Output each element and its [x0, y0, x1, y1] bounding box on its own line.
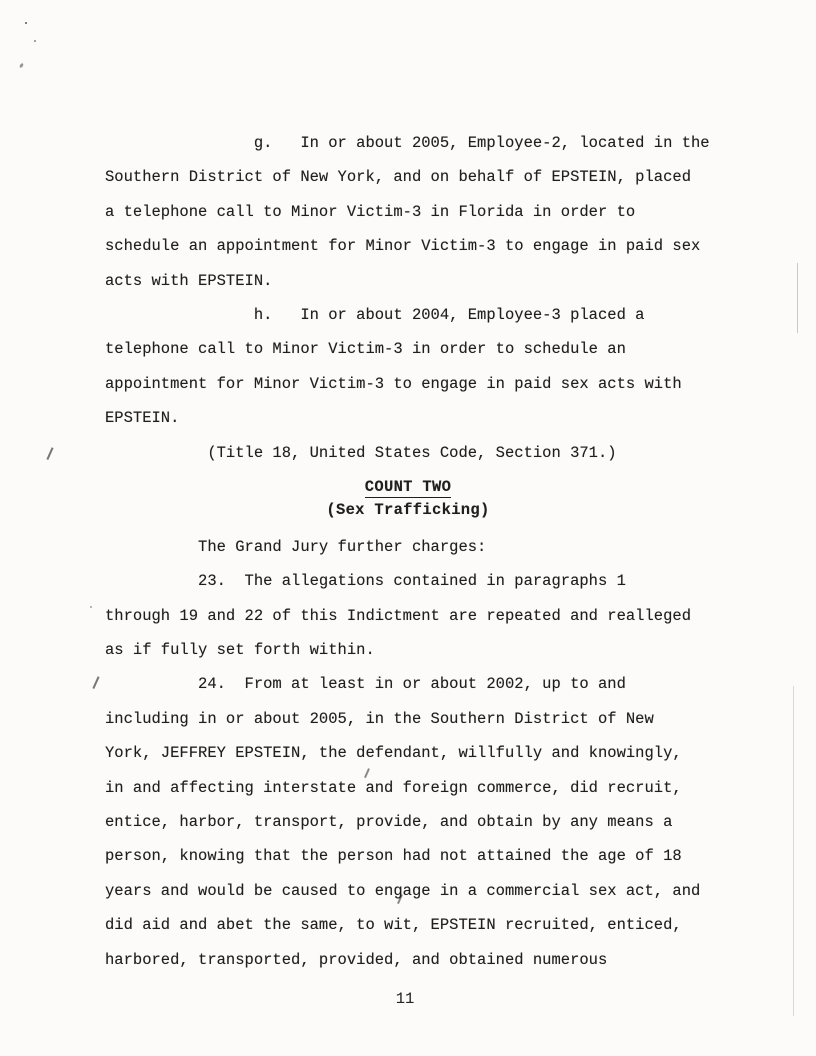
document-line: York, JEFFREY EPSTEIN, the defendant, willfully and knowingly, [105, 744, 682, 763]
count-two-heading [105, 476, 711, 499]
document-line: in and affecting interstate and foreign commerce, did recruit, [105, 778, 682, 797]
scan-artifact-slash [46, 447, 53, 459]
document-line: did aid and abet the same, to wit, EPSTEIN recruited, enticed, [105, 916, 682, 935]
document-line: The Grand Jury further charges: [105, 537, 487, 556]
scan-artifact-vertical-line [793, 686, 794, 1016]
count-two-subheading: (Sex Trafficking) [326, 500, 490, 519]
document-line: 23. The allegations contained in paragraphs 1 [105, 572, 626, 591]
document-body [105, 126, 711, 977]
count-two-heading-text: COUNT TWO [364, 477, 452, 496]
scan-artifact-slash [92, 676, 99, 688]
scan-artifact-speck [90, 606, 92, 608]
document-line: g. In or about 2005, Employee-2, located in the [105, 134, 710, 152]
document-line: years and would be caused to engage in a commercial sex act, and [105, 881, 701, 900]
document-line: EPSTEIN. [105, 409, 180, 428]
document-line: harbored, transported, provided, and obtained numerous [105, 950, 608, 969]
document-line: telephone call to Minor Victim-3 in order to schedule an [105, 340, 626, 359]
document-line: person, knowing that the person had not attained the age of 18 [105, 847, 682, 866]
statute-citation-line: (Title 18, United States Code, Section 371.) [105, 443, 617, 462]
document-line: 24. From at least in or about 2002, up to and [105, 675, 626, 694]
document-line: a telephone call to Minor Victim-3 in Florida in order to [105, 202, 636, 221]
document-line: h. In or about 2004, Employee-3 placed a [105, 305, 645, 324]
document-line: Southern District of New York, and on behalf of EPSTEIN, placed [105, 168, 691, 187]
document-line: as if fully set forth within. [105, 641, 375, 660]
document-line: through 19 and 22 of this Indictment are repeated and realleged [105, 606, 691, 625]
page-number: 11 [395, 990, 415, 1008]
scan-artifact-speck [19, 63, 24, 69]
document-line: entice, harbor, transport, provide, and obtain by any means a [105, 813, 673, 832]
document-line: appointment for Minor Victim-3 to engage in paid sex acts with [105, 374, 682, 393]
document-line: including in or about 2005, in the Southern District of New [105, 709, 654, 728]
document-line: acts with EPSTEIN. [105, 271, 273, 290]
document-line: schedule an appointment for Minor Victim-3 to engage in paid sex [105, 237, 701, 256]
scan-artifact-speck [25, 22, 27, 24]
scan-artifact-speck [34, 40, 36, 42]
scan-artifact-vertical-line [797, 263, 798, 333]
